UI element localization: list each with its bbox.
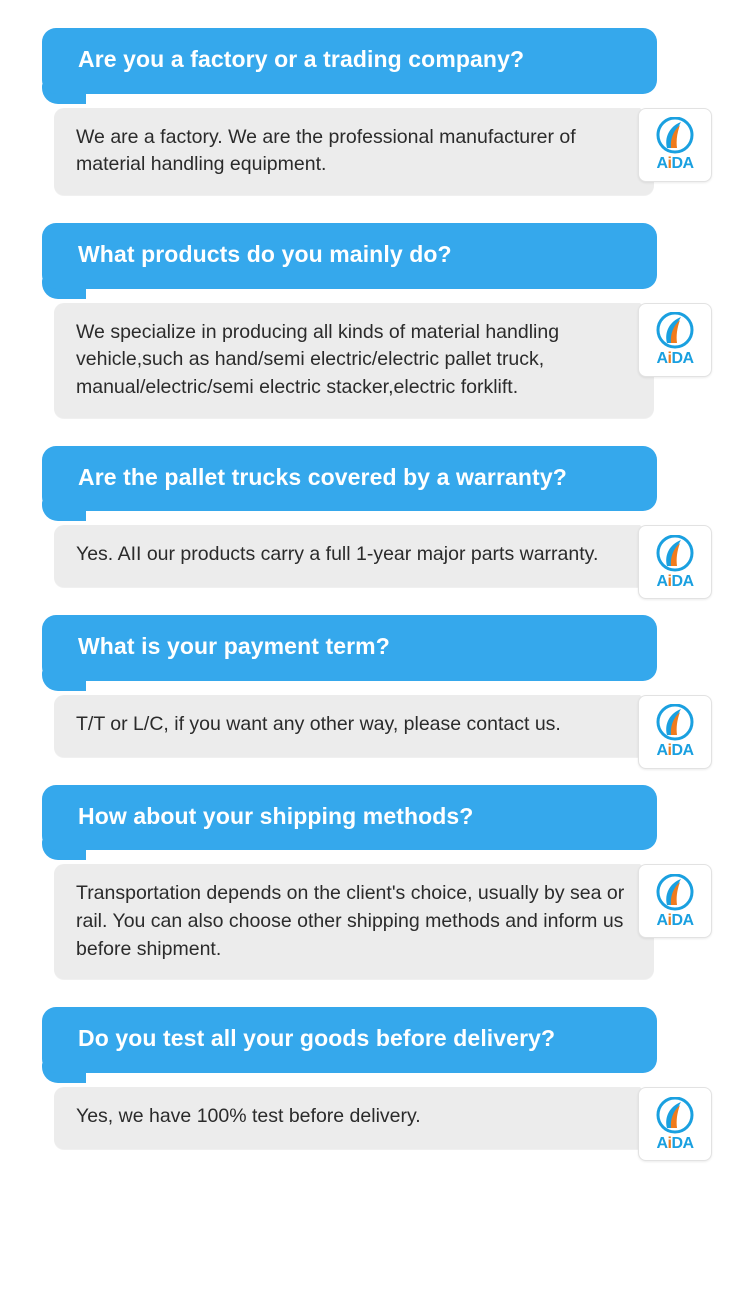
aida-letter-a: A — [656, 911, 668, 929]
aida-logo — [638, 303, 712, 377]
faq-answer: Transportation depends on the client's choice, usually by sea or rail. You can also choose other shipping methods and inform us before shipment. — [54, 864, 654, 979]
aida-logo — [638, 864, 712, 938]
aida-letter-i: i — [667, 911, 672, 929]
aida-swirl-icon — [654, 117, 696, 155]
aida-letter-i: i — [667, 350, 672, 368]
faq-answer-row — [20, 864, 730, 979]
aida-wordmark — [656, 156, 693, 172]
aida-swirl-icon — [654, 874, 696, 912]
aida-letter-i: i — [667, 1134, 672, 1152]
faq-item — [20, 615, 730, 760]
faq-question: Are you a factory or a trading company? — [42, 28, 657, 94]
faq-answer-row — [20, 108, 730, 195]
faq-answer-row — [20, 303, 730, 418]
faq-answer: Yes. AII our products carry a full 1-year major parts warranty. — [54, 525, 654, 587]
faq-answer: Yes, we have 100% test before delivery. — [54, 1087, 654, 1149]
faq-item — [20, 1007, 730, 1152]
aida-letter-a: A — [656, 155, 668, 173]
aida-wordmark — [656, 913, 693, 929]
faq-item — [20, 785, 730, 980]
faq-answer: We specialize in producing all kinds of material handling vehicle,such as hand/semi electric/electric pallet truck, manual/electric/semi electric stacker,electric forklift. — [54, 303, 654, 418]
aida-swirl-icon — [654, 312, 696, 350]
aida-swirl-icon — [654, 1097, 696, 1135]
aida-wordmark — [656, 743, 693, 759]
aida-letters-da: DA — [671, 742, 694, 760]
aida-letter-i: i — [667, 155, 672, 173]
aida-letters-da: DA — [671, 350, 694, 368]
aida-swirl-icon — [654, 535, 696, 573]
faq-item — [20, 446, 730, 588]
faq-answer: We are a factory. We are the professional manufacturer of material handling equipment. — [54, 108, 654, 195]
aida-letters-da: DA — [671, 911, 694, 929]
aida-letter-a: A — [656, 742, 668, 760]
faq-question: Are the pallet trucks covered by a warranty? — [42, 446, 657, 512]
faq-question: Do you test all your goods before delivery? — [42, 1007, 657, 1073]
faq-answer-row — [20, 695, 730, 760]
faq-question: How about your shipping methods? — [42, 785, 657, 851]
faq-item — [20, 223, 730, 418]
aida-letters-da: DA — [671, 572, 694, 590]
aida-swirl-icon — [654, 704, 696, 742]
faq-item — [20, 28, 730, 195]
aida-wordmark — [656, 574, 693, 590]
aida-letter-i: i — [667, 742, 672, 760]
aida-letters-da: DA — [671, 155, 694, 173]
aida-logo — [638, 1087, 712, 1161]
faq-question: What products do you mainly do? — [42, 223, 657, 289]
aida-wordmark — [656, 1136, 693, 1152]
faq-answer-row — [20, 525, 730, 590]
faq-question: What is your payment term? — [42, 615, 657, 681]
aida-letter-a: A — [656, 572, 668, 590]
aida-letter-i: i — [667, 572, 672, 590]
aida-letters-da: DA — [671, 1134, 694, 1152]
faq-answer: T/T or L/C, if you want any other way, please contact us. — [54, 695, 654, 757]
aida-letter-a: A — [656, 350, 668, 368]
aida-logo — [638, 525, 712, 599]
aida-logo — [638, 108, 712, 182]
aida-wordmark — [656, 351, 693, 367]
aida-letter-a: A — [656, 1134, 668, 1152]
faq-answer-row — [20, 1087, 730, 1152]
aida-logo — [638, 695, 712, 769]
